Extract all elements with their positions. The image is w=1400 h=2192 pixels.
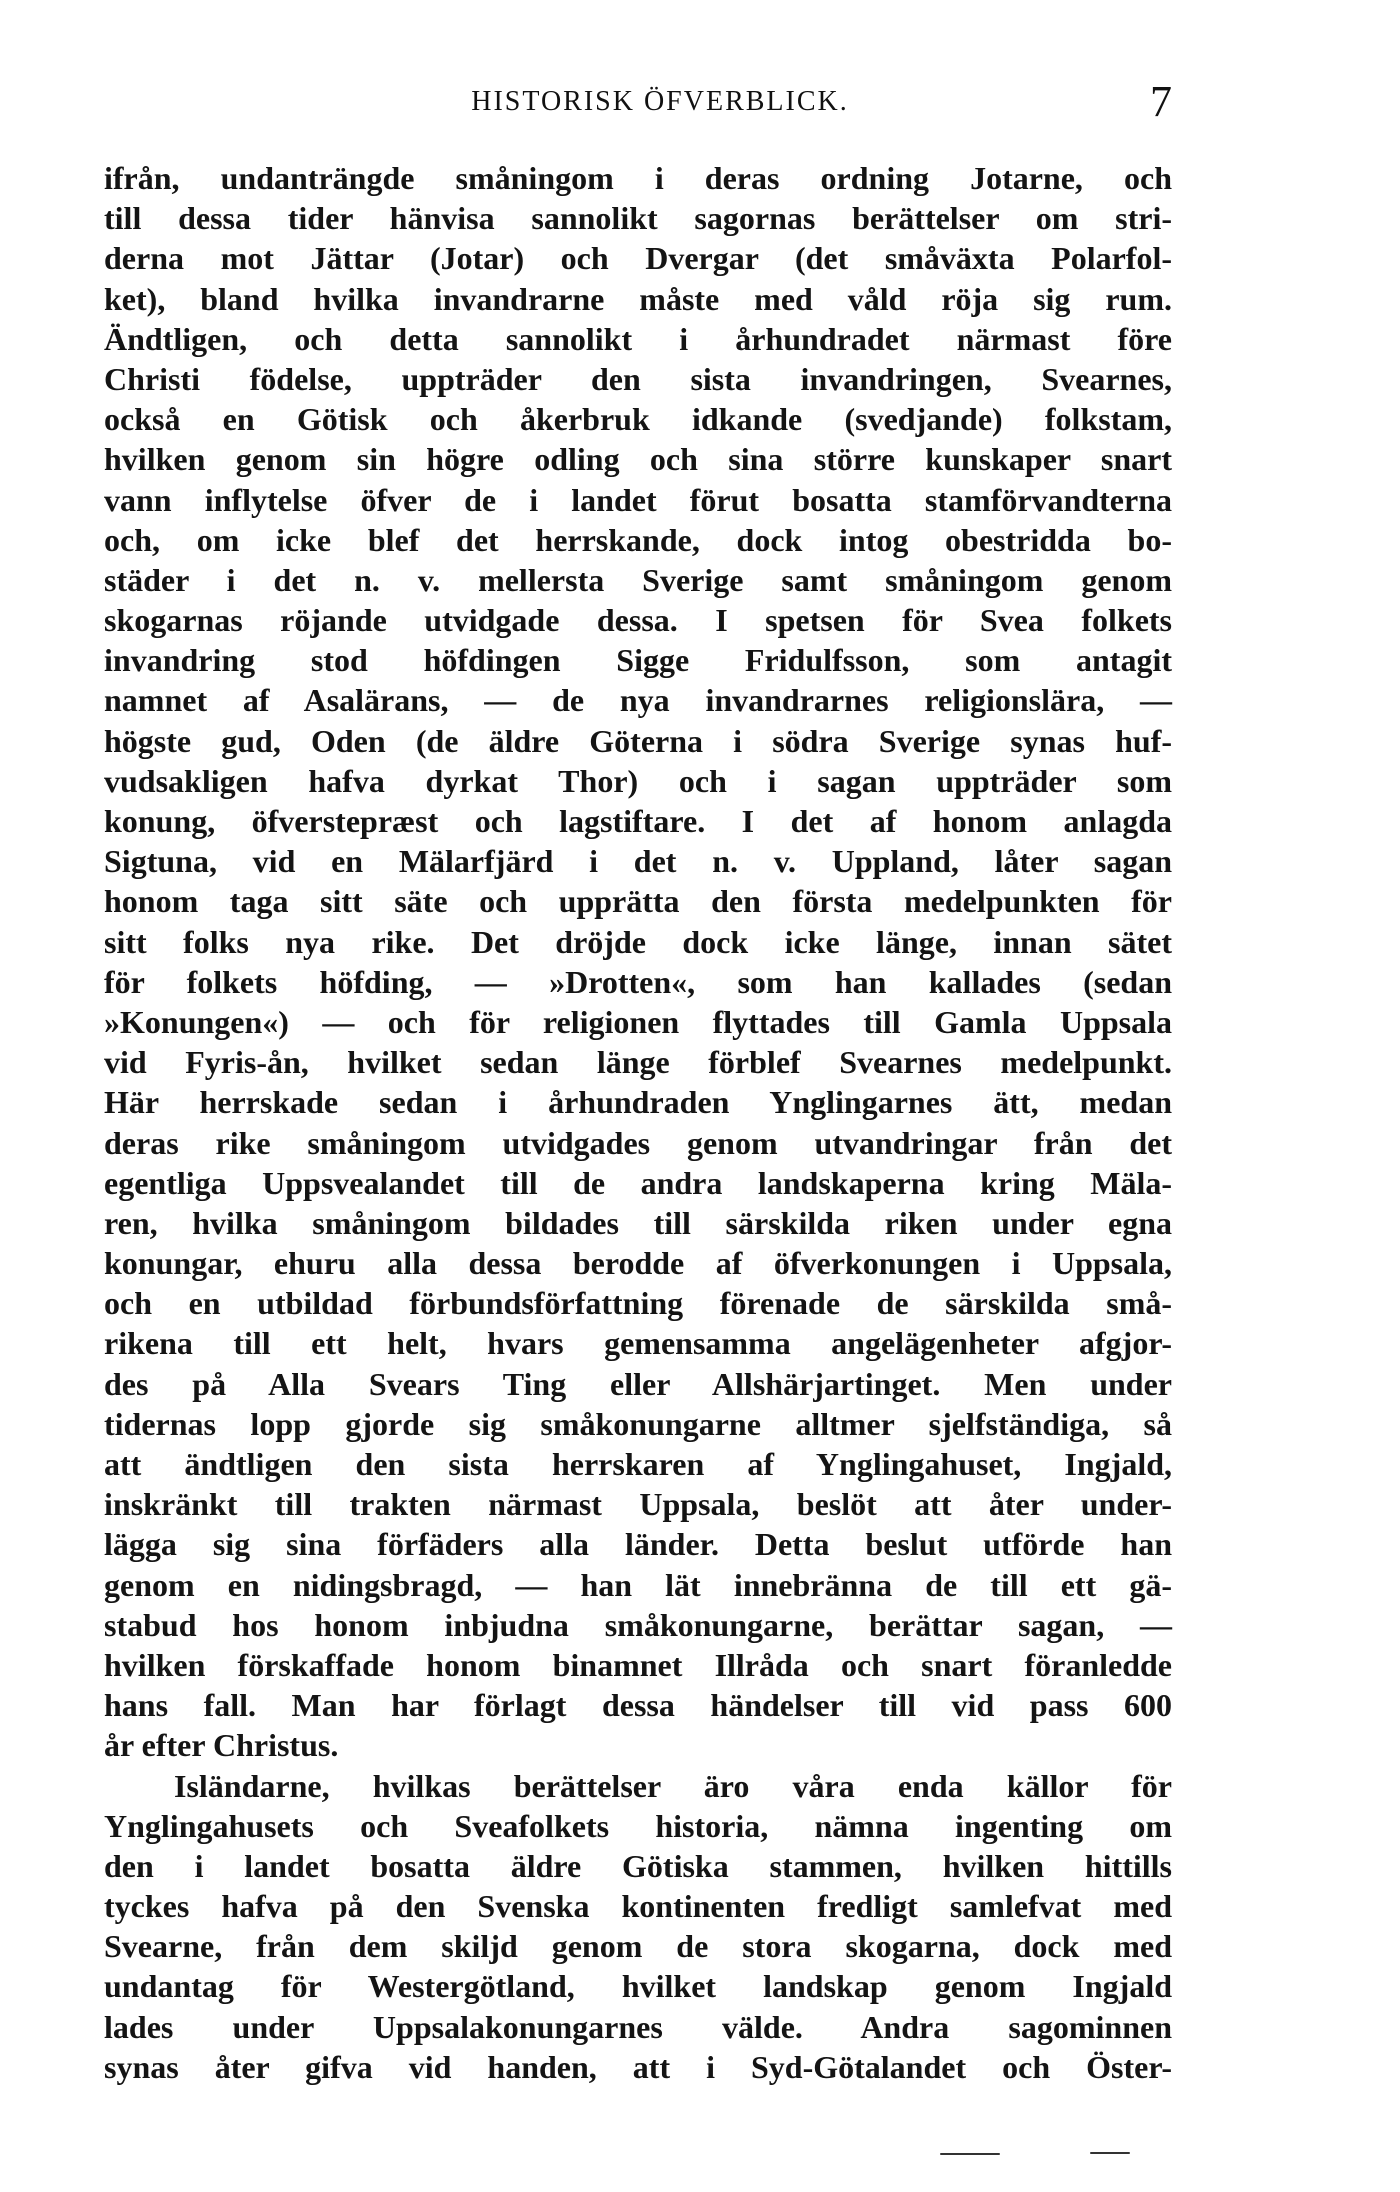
- text-line: Isländarne, hvilkas berättelser äro våra enda källor för: [174, 1767, 1172, 1804]
- running-title: HISTORISK ÖFVERBLICK.: [471, 86, 849, 117]
- text-line: stabud hos honom inbjudna småkonungarne, berättar sagan, —: [104, 1606, 1172, 1643]
- paragraph-1: [104, 158, 1172, 1766]
- text-line: inskränkt till trakten närmast Uppsala, beslöt att åter under-: [104, 1486, 1172, 1523]
- text-line: högste gud, Oden (de äldre Göterna i södra Sverige synas huf-: [104, 722, 1172, 759]
- speck-mark: [940, 2153, 1000, 2155]
- text-line: sitt folks nya rike. Det dröjde dock icke länge, innan sätet: [104, 923, 1172, 960]
- text-line: och en utbildad förbundsförfattning förenade de särskilda små-: [104, 1285, 1172, 1322]
- text-line: rikena till ett helt, hvars gemensamma angelägenheter afgjor-: [104, 1325, 1172, 1362]
- text-line: Här herrskade sedan i århundraden Ynglingarnes ätt, medan: [104, 1084, 1172, 1121]
- text-line: des på Alla Svears Ting eller Allshärjartinget. Men under: [104, 1365, 1172, 1402]
- text-line: för folkets höfding, — »Drotten«, som han kallades (sedan: [104, 963, 1172, 1000]
- text-line: honom taga sitt säte och upprätta den första medelpunkten för: [104, 883, 1172, 920]
- text-line: den i landet bosatta äldre Götiska stammen, hvilken hittills: [104, 1847, 1172, 1884]
- text-line: Ynglingahusets och Sveafolkets historia, nämna ingenting om: [104, 1807, 1172, 1844]
- text-line: också en Götisk och åkerbruk idkande (svedjande) folkstam,: [104, 401, 1172, 438]
- text-line: tyckes hafva på den Svenska kontinenten fredligt samlefvat med: [104, 1888, 1172, 1925]
- text-line: lägga sig sina förfäders alla länder. Detta beslut utförde han: [104, 1526, 1172, 1563]
- text-line: genom en nidingsbragd, — han lät innebränna de till ett gä-: [104, 1566, 1172, 1603]
- text-line: vann inflytelse öfver de i landet förut bosatta stamförvandterna: [104, 481, 1172, 518]
- text-line: ket), bland hvilka invandrarne måste med våld röja sig rum.: [104, 280, 1172, 317]
- page-number: 7: [1150, 77, 1172, 126]
- running-head: [108, 77, 1172, 126]
- text-line: derna mot Jättar (Jotar) och Dvergar (det småväxta Polarfol-: [104, 240, 1172, 277]
- paragraph-2: [104, 1766, 1172, 2088]
- print-specks: [940, 2150, 1180, 2160]
- text-line: invandring stod höfdingen Sigge Fridulfsson, som antagit: [104, 642, 1172, 679]
- text-line: tidernas lopp gjorde sig småkonungarne alltmer sjelfständiga, så: [104, 1405, 1172, 1442]
- text-line: hvilken förskaffade honom binamnet Illråda och snart föranledde: [104, 1646, 1172, 1683]
- body-text: [104, 158, 1172, 2087]
- text-line: Ändtligen, och detta sannolikt i århundradet närmast före: [104, 320, 1172, 357]
- text-line: hvilken genom sin högre odling och sina större kunskaper snart: [104, 441, 1172, 478]
- text-line: lades under Uppsalakonungarnes välde. Andra sagominnen: [104, 2008, 1172, 2045]
- text-line: och, om icke blef det herrskande, dock intog obestridda bo-: [104, 521, 1172, 558]
- text-line: ifrån, undanträngde småningom i deras ordning Jotarne, och: [104, 160, 1172, 196]
- text-line: vid Fyris-ån, hvilket sedan länge förblef Svearnes medelpunkt.: [104, 1044, 1172, 1081]
- text-line: Christi födelse, uppträder den sista invandringen, Svearnes,: [104, 360, 1172, 397]
- text-line: konungar, ehuru alla dessa berodde af öfverkonungen i Uppsala,: [104, 1245, 1172, 1282]
- text-line: Svearne, från dem skiljd genom de stora skogarna, dock med: [104, 1928, 1172, 1965]
- speck-mark: [1090, 2152, 1130, 2154]
- text-line: vudsakligen hafva dyrkat Thor) och i sagan uppträder som: [104, 762, 1172, 799]
- text-line: konung, öfverstepræst och lagstiftare. I det af honom anlagda: [104, 803, 1172, 839]
- text-line: till dessa tider hänvisa sannolikt sagornas berättelser om stri-: [104, 200, 1172, 237]
- text-line: år efter Christus.: [104, 1727, 339, 1764]
- text-line: hans fall. Man har förlagt dessa händelser till vid pass 600: [104, 1687, 1172, 1724]
- text-line: »Konungen«) — och för religionen flyttades till Gamla Uppsala: [104, 1003, 1172, 1040]
- text-line: Sigtuna, vid en Mälarfjärd i det n. v. Uppland, låter sagan: [104, 843, 1172, 880]
- text-line: deras rike småningom utvidgades genom utvandringar från det: [104, 1124, 1172, 1161]
- text-line: ren, hvilka småningom bildades till särskilda riken under egna: [104, 1204, 1172, 1241]
- text-line: synas åter gifva vid handen, att i Syd-Götalandet och Öster-: [104, 2048, 1172, 2085]
- text-line: skogarnas röjande utvidgade dessa. I spetsen för Svea folkets: [104, 602, 1172, 639]
- text-line: att ändtligen den sista herrskaren af Ynglingahuset, Ingjald,: [104, 1446, 1172, 1482]
- text-line: egentliga Uppsvealandet till de andra landskaperna kring Mäla-: [104, 1164, 1172, 1201]
- text-line: städer i det n. v. mellersta Sverige samt småningom genom: [104, 561, 1172, 598]
- text-line: undantag för Westergötland, hvilket landskap genom Ingjald: [104, 1968, 1172, 2005]
- text-line: namnet af Asalärans, — de nya invandrarnes religionslära, —: [104, 682, 1172, 719]
